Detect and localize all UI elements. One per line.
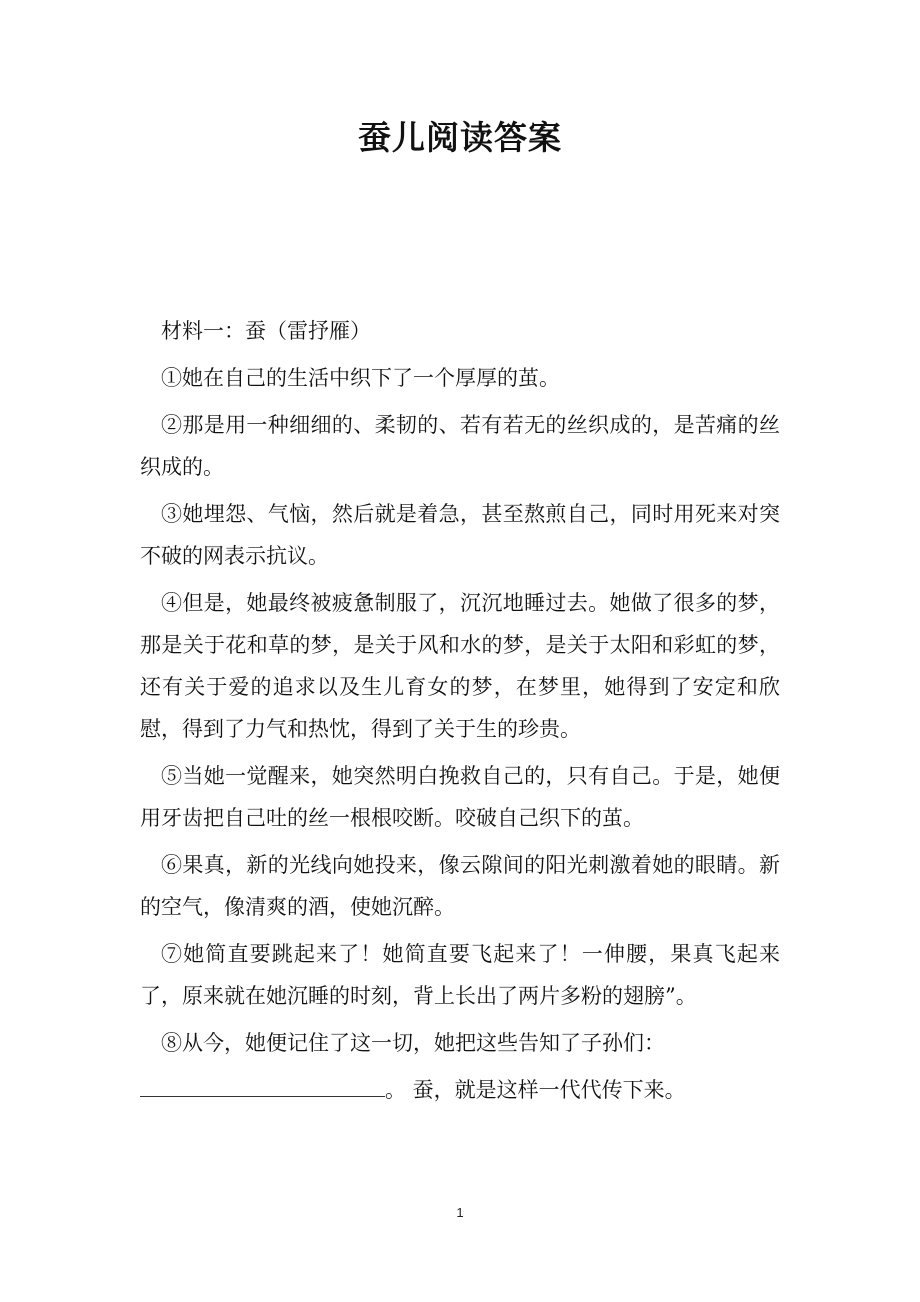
paragraph-7: ⑦她简直要跳起来了！她简直要飞起来了！一伸腰，果真飞起来了，原来就在她沉睡的时刻，背上长出了两片多粉的翅膀”。 — [140, 942, 780, 1008]
paragraph-material-heading: 材料一：蚕（雷抒雁） — [161, 319, 371, 343]
document-body — [140, 310, 780, 1116]
paragraph-4: ④但是，她最终被疲惫制服了，沉沉地睡过去。她做了很多的梦，那是关于花和草的梦，是关于风和水的梦，是关于太阳和彩虹的梦，还有关于爱的追求以及生儿育女的梦，在梦里，她得到了安定和欣慰，得到了力气和热忱，得到了关于生的珍贵。 — [140, 591, 780, 741]
paragraph-2: ②那是用一种细细的、柔韧的、若有若无的丝织成的，是苦痛的丝织成的。 — [140, 413, 780, 479]
paragraph-1: ①她在自己的生活中织下了一个厚厚的茧。 — [161, 366, 560, 390]
answer-blank[interactable] — [140, 1070, 385, 1097]
paragraph-5: ⑤当她一觉醒来，她突然明白挽救自己的，只有自己。于是，她便用牙齿把自己吐的丝一根根咬断。咬破自己织下的茧。 — [140, 764, 780, 830]
fill-in-line — [140, 1069, 780, 1111]
paragraph-3: ③她埋怨、气恼，然后就是着急，甚至熬煎自己，同时用死来对突不破的网表示抗议。 — [140, 502, 780, 568]
page-number: 1 — [456, 1205, 464, 1220]
document-title: 蚕儿阅读答案 — [358, 118, 562, 157]
paragraph-6: ⑥果真，新的光线向她投来，像云隙间的阳光刺激着她的眼睛。新的空气，像清爽的酒，使她沉醉。 — [140, 853, 780, 919]
paragraph-8: ⑧从今，她便记住了这一切，她把这些告知了子孙们： — [161, 1031, 665, 1055]
fill-in-suffix: 。 蚕，就是这样一代代传下来。 — [385, 1078, 686, 1102]
